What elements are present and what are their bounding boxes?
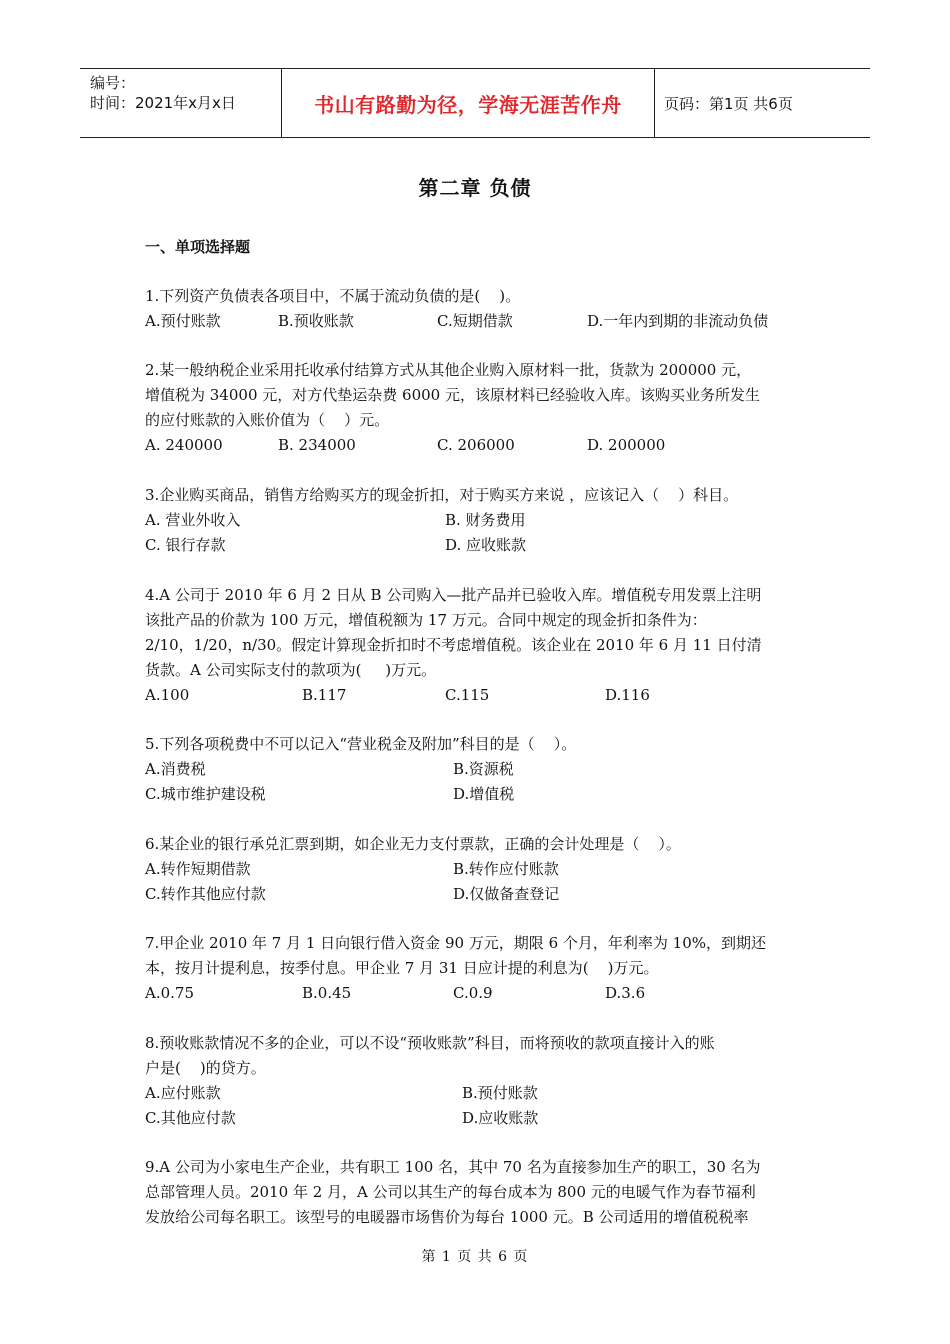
- question-text-line: 5.下列各项税费中不可以记入“营业税金及附加”科目的是（ ）。: [145, 735, 577, 753]
- header-meta: [80, 69, 280, 137]
- question-text-line: 货款。A 公司实际支付的款项为( )万元。: [145, 661, 437, 679]
- option-a: A.预付账款: [145, 312, 221, 330]
- option-c: C.短期借款: [437, 312, 513, 330]
- options-row: [145, 981, 825, 1006]
- question-text-line: 户是( )的贷方。: [145, 1059, 266, 1077]
- question-5: [145, 732, 825, 807]
- question-text-line: 7.甲企业 2010 年 7 月 1 日向银行借入资金 90 万元，期限 6 个月，年利率为 10%，到期还: [145, 934, 766, 952]
- question-text-line: 8.预收账款情况不多的企业，可以不设“预收账款”科目，而将预收的款项直接计入的账: [145, 1034, 715, 1052]
- section-title: 一、单项选择题: [145, 238, 251, 256]
- options-row: [145, 757, 825, 782]
- option-c: C. 银行存款: [145, 536, 226, 554]
- question-text-line: 发放给公司每名职工。该型号的电暖器市场售价为每台 1000 元。B 公司适用的增值税税率: [145, 1208, 749, 1226]
- option-a: A. 营业外收入: [145, 511, 241, 529]
- option-d: D.116: [605, 686, 650, 704]
- option-d: D.应收账款: [462, 1109, 539, 1127]
- document-header: [80, 68, 870, 138]
- option-b: B. 财务费用: [445, 511, 526, 529]
- option-c: C.转作其他应付款: [145, 885, 266, 903]
- question-8: [145, 1031, 825, 1131]
- question-text-line: 的应付账款的入账价值为（ ）元。: [145, 411, 390, 429]
- option-d: D. 应收账款: [445, 536, 527, 554]
- options-row: [145, 508, 825, 533]
- option-d: D.3.6: [605, 984, 646, 1002]
- options-row: [145, 1081, 825, 1106]
- option-a: A.消费税: [145, 760, 206, 778]
- header-page-code-cell: [654, 69, 870, 137]
- question-text-line: 6.某企业的银行承兑汇票到期，如企业无力支付票款，正确的会计处理是（ ）。: [145, 835, 681, 853]
- option-d: D.一年内到期的非流动负债: [587, 312, 769, 330]
- options-row: [145, 433, 825, 458]
- option-a: A. 240000: [145, 436, 223, 454]
- question-text-line: 该批产品的价款为 100 万元，增值税额为 17 万元。合同中规定的现金折扣条件为：: [145, 611, 707, 629]
- header-motto: 书山有路勤为径，学海无涯苦作舟: [314, 92, 622, 117]
- option-b: B.资源税: [453, 760, 514, 778]
- option-a: A.100: [145, 686, 190, 704]
- option-b: B.预收账款: [278, 312, 354, 330]
- options-row: [145, 1106, 825, 1131]
- question-1: [145, 284, 825, 334]
- question-7: [145, 931, 825, 1006]
- options-row: [145, 309, 825, 334]
- option-c: C.0.9: [453, 984, 493, 1002]
- option-c: C.115: [445, 686, 490, 704]
- question-text-line: 1.下列资产负债表各项目中，不属于流动负债的是( )。: [145, 287, 521, 305]
- options-row: [145, 857, 825, 882]
- option-d: D.仅做备查登记: [453, 885, 560, 903]
- question-text-line: 2/10，1/20，n/30。假定计算现金折扣时不考虑增值税。该企业在 2010 年 6 月 11 日付清: [145, 636, 762, 654]
- page-footer: 第 1 页 共 6 页: [421, 1249, 529, 1265]
- option-a: A.0.75: [145, 984, 194, 1002]
- option-b: B.预付账款: [462, 1084, 538, 1102]
- option-c: C.城市维护建设税: [145, 785, 266, 803]
- document-date-label: 时间：2021年x月x日: [90, 94, 236, 112]
- chapter-title: 第二章 负债: [418, 176, 532, 200]
- options-row: [145, 782, 825, 807]
- header-motto-cell: [281, 69, 655, 137]
- question-4: [145, 583, 825, 708]
- question-2: [145, 358, 825, 458]
- question-text-line: 增值税为 34000 元，对方代垫运杂费 6000 元，该原材料已经验收入库。该购买业务所发生: [145, 386, 760, 404]
- question-6: [145, 832, 825, 907]
- option-c: C. 206000: [437, 436, 515, 454]
- document-number-label: 编号：: [90, 74, 136, 92]
- option-d: D.增值税: [453, 785, 515, 803]
- option-b: B. 234000: [278, 436, 356, 454]
- question-text-line: 3.企业购买商品，销售方给购买方的现金折扣，对于购买方来说 ，应该记入（ ）科目。: [145, 486, 739, 504]
- question-3: [145, 483, 825, 558]
- option-a: A.转作短期借款: [145, 860, 251, 878]
- question-text-line: 本，按月计提利息，按季付息。甲企业 7 月 31 日应计提的利息为( )万元。: [145, 959, 659, 977]
- option-b: B.转作应付账款: [453, 860, 559, 878]
- question-text-line: 9.A 公司为小家电生产企业，共有职工 100 名，其中 70 名为直接参加生产的职工，30 名为: [145, 1158, 761, 1176]
- options-row: [145, 533, 825, 558]
- question-text-line: 2.某一般纳税企业采用托收承付结算方式从其他企业购入原材料一批，货款为 200000 元，: [145, 361, 752, 379]
- question-text-line: 4.A 公司于 2010 年 6 月 2 日从 B 公司购入—批产品并已验收入库。增值税专用发票上注明: [145, 586, 762, 604]
- question-text-line: 总部管理人员。2010 年 2 月，A 公司以其生产的每台成本为 800 元的电暖气作为春节福利: [145, 1183, 756, 1201]
- option-a: A.应付账款: [145, 1084, 221, 1102]
- options-row: [145, 882, 825, 907]
- question-9: [145, 1155, 825, 1230]
- option-c: C.其他应付款: [145, 1109, 236, 1127]
- header-page-code: 页码：第1页 共6页: [664, 94, 793, 113]
- option-b: B.117: [302, 686, 347, 704]
- option-d: D. 200000: [587, 436, 666, 454]
- options-row: [145, 683, 825, 708]
- option-b: B.0.45: [302, 984, 352, 1002]
